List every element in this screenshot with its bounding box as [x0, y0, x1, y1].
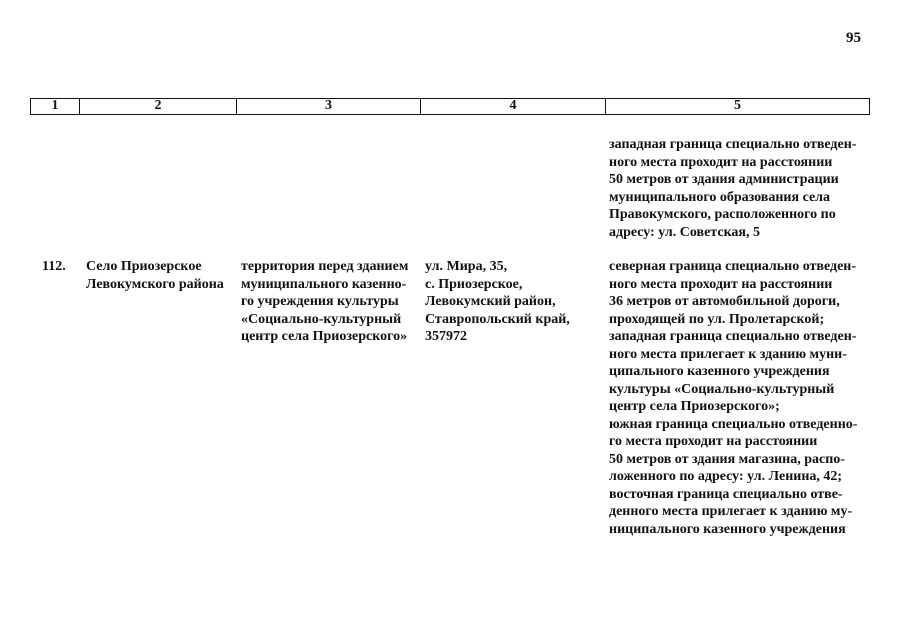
text-line: западная граница специально отведен- [609, 329, 857, 344]
text-line: проходящей по ул. Пролетарской; [609, 311, 825, 327]
address [425, 258, 601, 346]
boundary-description [609, 258, 865, 538]
text-line: «Социально-культурный [241, 311, 402, 327]
text-line: северная граница специально отведен- [609, 259, 857, 274]
text-line: адресу: ул. Советская, 5 [609, 224, 760, 240]
text-line: го учреждения культуры [241, 294, 399, 309]
row-number: 112. [42, 259, 66, 274]
text-line: культуры «Социально-культурный [609, 381, 835, 397]
text-line: муниципального казенно- [241, 276, 407, 292]
text-line: ул. Мира, 35, [425, 259, 508, 274]
text-line: ципального казенного учреждения [609, 364, 830, 379]
column-header-3: 3 [237, 99, 421, 114]
text-line: южная граница специально отведенно- [609, 416, 858, 432]
text-line: 50 метров от здания магазина, распо- [609, 451, 845, 467]
text-line: денного места прилегает к зданию му- [609, 504, 853, 519]
text-line: го места проходит на расстоянии [609, 434, 818, 449]
column-header-5: 5 [734, 98, 741, 113]
text-line: западная граница специально отведен- [609, 137, 857, 152]
settlement-name [86, 258, 230, 293]
text-line: 50 метров от здания администрации [609, 172, 839, 187]
text-line: центр села Приозерского» [241, 329, 408, 344]
text-line: Левокумский район, [425, 294, 556, 309]
text-line: 36 метров от автомобильной дороги, [609, 294, 840, 309]
page-number: 95 [846, 30, 861, 46]
column-header-2: 2 [80, 99, 237, 114]
text-line: ниципального казенного учреждения [609, 521, 846, 537]
territory-description [241, 258, 417, 346]
text-line: территория перед зданием [241, 259, 409, 274]
text-line: Левокумского района [86, 276, 224, 292]
text-line: ного места проходит на расстоянии [609, 154, 833, 170]
text-line: ного места проходит на расстоянии [609, 276, 833, 292]
text-line: муниципального образования села [609, 189, 831, 205]
table-header-row [30, 98, 870, 115]
text-line: центр села Приозерского»; [609, 399, 780, 414]
column-header-4: 4 [421, 99, 606, 114]
text-line: Ставропольский край, [425, 311, 570, 327]
text-line: восточная граница специально отве- [609, 486, 843, 502]
text-line: ложенного по адресу: ул. Ленина, 42; [609, 469, 843, 484]
continued-boundary-description [609, 136, 865, 241]
text-line: 357972 [425, 329, 467, 344]
text-line: Правокумского, расположенного по [609, 207, 836, 222]
column-header-1: 1 [31, 99, 80, 114]
text-line: Село Приозерское [86, 259, 202, 274]
text-line: с. Приозерское, [425, 276, 523, 292]
text-line: ного места прилегает к зданию муни- [609, 346, 847, 362]
